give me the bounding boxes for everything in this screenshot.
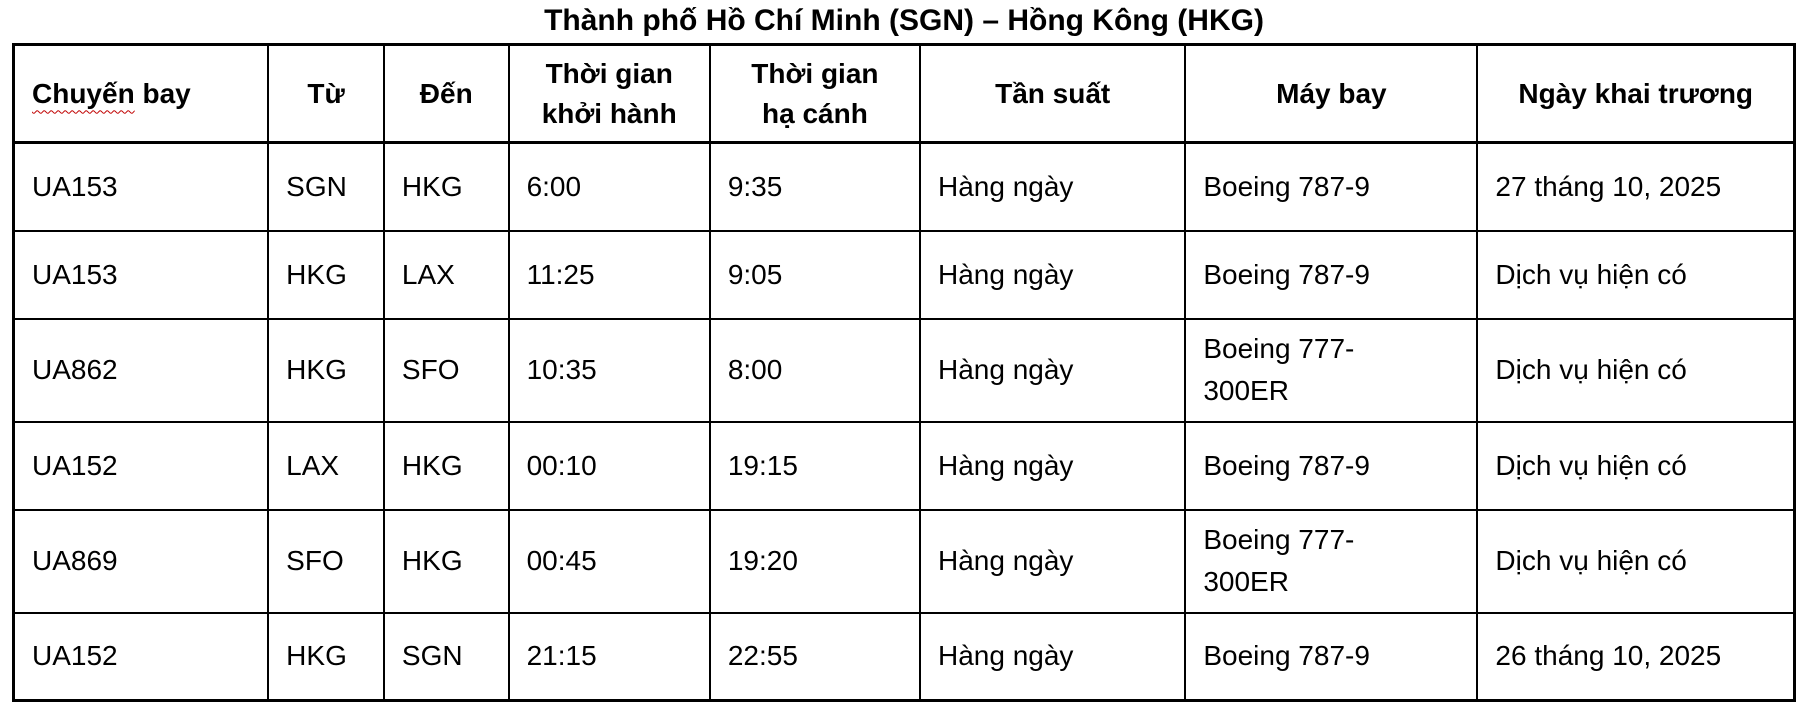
column-header-arrival-time-label: Thời gian hạ cánh	[751, 57, 879, 129]
frequency-cell: Hàng ngày	[920, 422, 1185, 510]
destination-cell: HKG	[384, 510, 509, 613]
aircraft-cell-text: Boeing 777-300ER	[1203, 333, 1355, 406]
table-row	[14, 231, 1795, 319]
flight-schedule-table	[12, 43, 1796, 702]
aircraft-cell	[1185, 231, 1477, 319]
destination-cell: HKG	[384, 422, 509, 510]
frequency-cell: Hàng ngày	[920, 143, 1185, 231]
aircraft-cell	[1185, 319, 1477, 422]
departure-time-cell: 11:25	[509, 231, 710, 319]
flight-number-cell: UA862	[14, 319, 269, 422]
aircraft-cell	[1185, 143, 1477, 231]
arrival-time-cell: 9:35	[710, 143, 920, 231]
column-header-arrival-time	[710, 45, 920, 143]
arrival-time-cell: 8:00	[710, 319, 920, 422]
flight-number-cell: UA153	[14, 231, 269, 319]
aircraft-cell-text: Boeing 777-300ER	[1203, 524, 1355, 597]
origin-cell: HKG	[268, 319, 384, 422]
origin-cell: SFO	[268, 510, 384, 613]
destination-cell: SGN	[384, 613, 509, 701]
departure-time-cell: 00:10	[509, 422, 710, 510]
frequency-cell: Hàng ngày	[920, 613, 1185, 701]
frequency-cell: Hàng ngày	[920, 231, 1185, 319]
departure-time-cell: 10:35	[509, 319, 710, 422]
origin-cell: HKG	[268, 613, 384, 701]
origin-cell: HKG	[268, 231, 384, 319]
launch-date-cell: 27 tháng 10, 2025	[1477, 143, 1794, 231]
flight-number-cell: UA869	[14, 510, 269, 613]
table-header-row	[14, 45, 1795, 143]
arrival-time-cell: 9:05	[710, 231, 920, 319]
flight-number-cell: UA153	[14, 143, 269, 231]
column-header-from: Từ	[268, 45, 384, 143]
launch-date-cell: Dịch vụ hiện có	[1477, 231, 1794, 319]
column-header-launch-date: Ngày khai trương	[1477, 45, 1794, 143]
aircraft-cell	[1185, 613, 1477, 701]
aircraft-cell	[1185, 510, 1477, 613]
aircraft-cell-text: Boeing 787-9	[1203, 258, 1370, 290]
flight-number-cell: UA152	[14, 613, 269, 701]
origin-cell: LAX	[268, 422, 384, 510]
departure-time-cell: 21:15	[509, 613, 710, 701]
aircraft-cell-text: Boeing 787-9	[1203, 170, 1370, 202]
origin-cell: SGN	[268, 143, 384, 231]
column-header-aircraft: Máy bay	[1185, 45, 1477, 143]
frequency-cell: Hàng ngày	[920, 319, 1185, 422]
destination-cell: HKG	[384, 143, 509, 231]
column-header-flight	[14, 45, 269, 143]
destination-cell: LAX	[384, 231, 509, 319]
launch-date-cell: 26 tháng 10, 2025	[1477, 613, 1794, 701]
page-title: Thành phố Hồ Chí Minh (SGN) – Hồng Kông (HKG)	[544, 4, 1264, 37]
column-header-flight-rest: bay	[142, 77, 191, 109]
arrival-time-cell: 19:20	[710, 510, 920, 613]
column-header-departure-time	[509, 45, 710, 143]
aircraft-cell-text: Boeing 787-9	[1203, 640, 1370, 672]
launch-date-cell: Dịch vụ hiện có	[1477, 319, 1794, 422]
column-header-to: Đến	[384, 45, 509, 143]
table-row	[14, 422, 1795, 510]
table-row	[14, 319, 1795, 422]
column-header-departure-time-label: Thời gian khởi hành	[541, 57, 677, 129]
table-row	[14, 613, 1795, 701]
table-row	[14, 143, 1795, 231]
launch-date-cell: Dịch vụ hiện có	[1477, 510, 1794, 613]
destination-cell: SFO	[384, 319, 509, 422]
aircraft-cell-text: Boeing 787-9	[1203, 449, 1370, 481]
aircraft-cell	[1185, 422, 1477, 510]
launch-date-cell: Dịch vụ hiện có	[1477, 422, 1794, 510]
frequency-cell: Hàng ngày	[920, 510, 1185, 613]
departure-time-cell: 6:00	[509, 143, 710, 231]
arrival-time-cell: 22:55	[710, 613, 920, 701]
table-row	[14, 510, 1795, 613]
departure-time-cell: 00:45	[509, 510, 710, 613]
flight-number-cell: UA152	[14, 422, 269, 510]
arrival-time-cell: 19:15	[710, 422, 920, 510]
column-header-frequency: Tần suất	[920, 45, 1185, 143]
spellcheck-flagged-word: Chuyến	[32, 77, 135, 109]
